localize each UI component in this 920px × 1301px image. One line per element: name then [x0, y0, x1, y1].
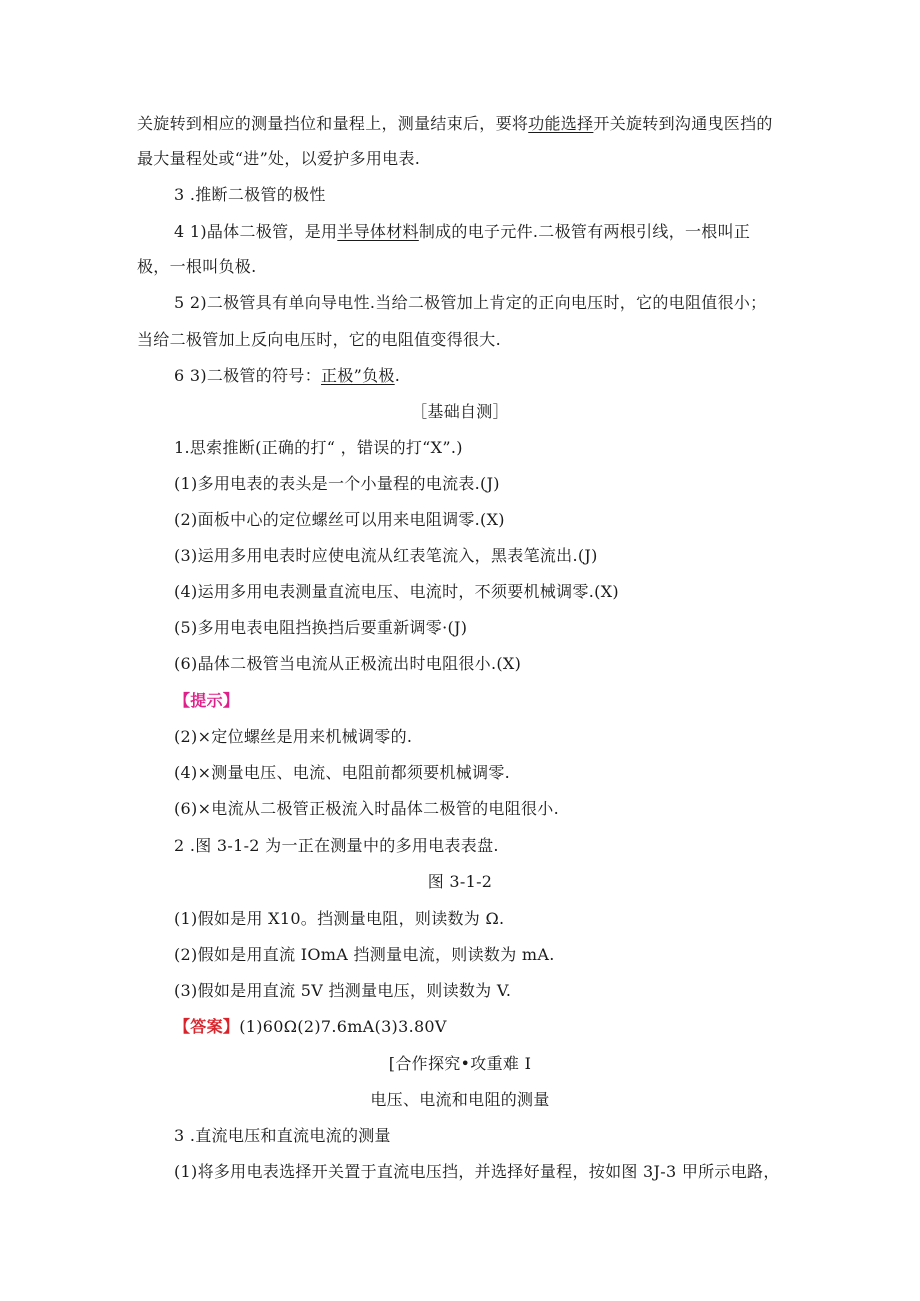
paragraph-line: (1)将多用电表选择开关置于直流电压挡，并选择好量程，按如图 3J-3 甲所示电路， — [174, 1162, 780, 1181]
question-item: (1)假如是用 X10。挡测量电阻，则读数为 Ω. — [174, 909, 505, 928]
question-item: (1)多用电表的表头是一个小量程的电流表.(J) — [174, 474, 500, 493]
paragraph-line: 5 2)二极管具有单向导电性.当给二极管加上肯定的正向电压时，它的电阻值很小； — [174, 293, 767, 312]
question: 2 .图 3-1-2 为一正在测量中的多用电表表盘. — [174, 836, 499, 855]
answer-text: (1)60Ω(2)7.6mA(3)3.80V — [239, 1017, 447, 1036]
answer-label: 【答案】 — [174, 1017, 240, 1036]
section-item: 3 .直流电压和直流电流的测量 — [174, 1126, 391, 1145]
question-item: (2)面板中心的定位螺丝可以用来电阻调零.(X) — [174, 510, 505, 529]
question-item: (3)假如是用直流 5V 挡测量电压，则读数为 V. — [174, 981, 512, 1000]
answer-line — [174, 1016, 447, 1038]
underlined-term: 半导体材料 — [337, 222, 419, 241]
hint-item: (6)×电流从二极管正极流入时晶体二极管的电阻很小. — [174, 799, 559, 818]
section-item: 3 .推断二极管的极性 — [174, 185, 326, 204]
hint-item: (4)×测量电压、电流、电阻前都须要机械调零. — [174, 763, 511, 782]
paragraph-line: 4 1)晶体二极管，是用半导体材料制成的电子元件.二极管有两根引线，一根叫正 — [174, 222, 751, 241]
question-item: (3)运用多用电表时应使电流从红表笔流入，黑表笔流出.(J) — [174, 546, 598, 565]
question-item: (4)运用多用电表测量直流电压、电流时，不须要机械调零.(X) — [174, 582, 619, 601]
section-subheading: 电压、电流和电阻的测量 — [370, 1090, 550, 1109]
section-heading: [合作探究•攻重难 I — [388, 1054, 532, 1073]
hint-item: (2)×定位螺丝是用来机械调零的. — [174, 727, 413, 746]
paragraph-line: 关旋转到相应的测量挡位和量程上，测量结束后，要将功能选择开关旋转到沟通曳医挡的 — [137, 114, 773, 133]
section-heading: ［基础自测］ — [411, 402, 509, 421]
question-item: (2)假如是用直流 IOmA 挡测量电流，则读数为 mA. — [174, 945, 555, 964]
hint-label: 【提示】 — [174, 691, 240, 710]
paragraph-line: 当给二极管加上反向电压时，它的电阻值变得很大. — [137, 330, 501, 349]
figure-caption: 图 3-1-2 — [427, 872, 493, 891]
question-item: (6)晶体二极管当电流从正极流出时电阻很小.(X) — [174, 654, 522, 673]
paragraph-line: 最大量程处或“进”处，以爱护多用电表. — [137, 149, 421, 168]
paragraph-line: 极，一根叫负极. — [137, 257, 257, 276]
question-item: (5)多用电表电阻挡换挡后要重新调零·(J) — [174, 618, 468, 637]
question: 1.思索推断(正确的打“ ，错误的打“X”.) — [174, 438, 463, 457]
underlined-term: 功能选择 — [528, 114, 594, 133]
underlined-term: 正极”负极 — [321, 366, 395, 385]
paragraph-line: 6 3)二极管的符号：正极”负极. — [174, 366, 401, 385]
